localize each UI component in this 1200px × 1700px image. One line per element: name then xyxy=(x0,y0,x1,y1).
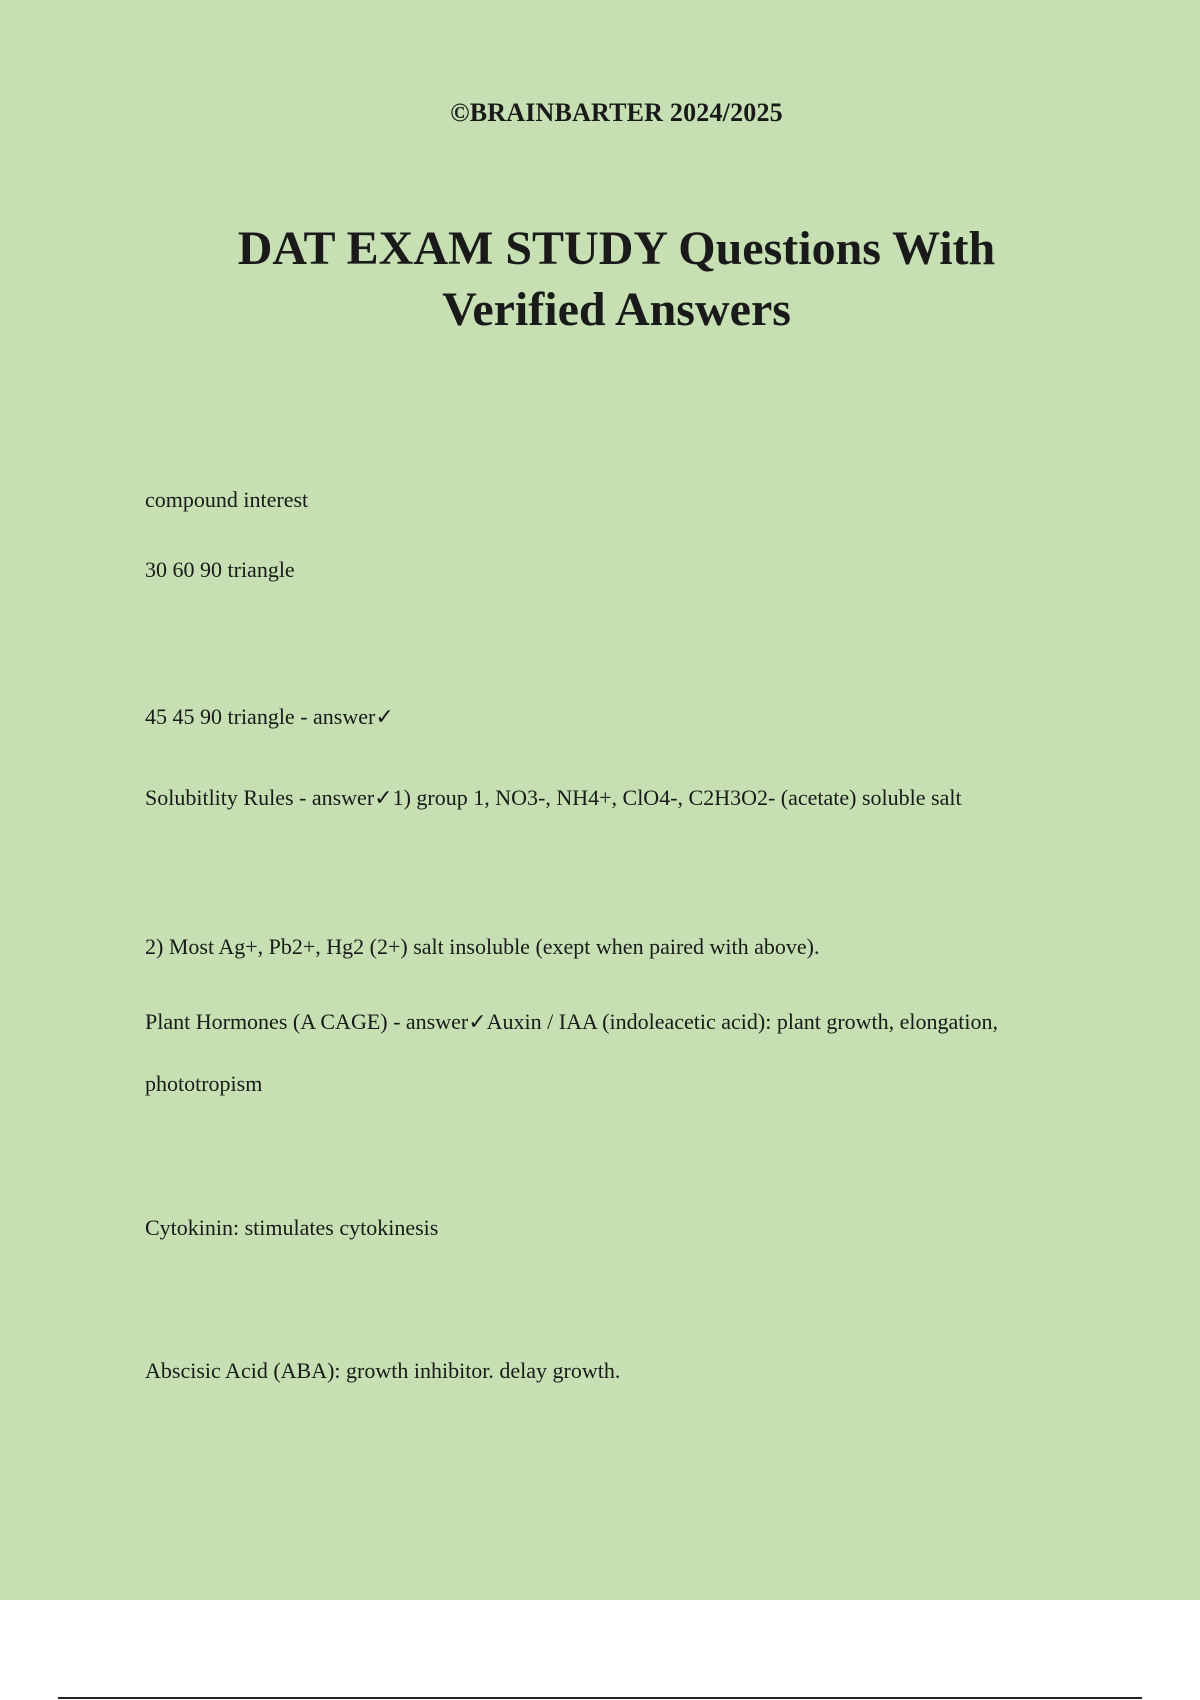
document-title xyxy=(0,218,1200,340)
text-line: 45 45 90 triangle - answer✓ xyxy=(145,704,394,729)
text-line: compound interest xyxy=(145,487,309,512)
text-line: Solubitlity Rules - answer✓1) group 1, NO3-, NH4+, ClO4-, C2H3O2- (acetate) soluble salt xyxy=(145,785,962,810)
text-line: Plant Hormones (A CAGE) - answer✓Auxin / IAA (indoleacetic acid): plant growth, elongation, xyxy=(145,1009,999,1034)
text-line: 2) Most Ag+, Pb2+, Hg2 (2+) salt insoluble (exept when paired with above). xyxy=(145,934,820,959)
footer-divider xyxy=(58,1697,1142,1699)
text-line: Abscisic Acid (ABA): growth inhibitor. delay growth. xyxy=(145,1358,621,1383)
title-line-2: Verified Answers xyxy=(442,283,791,336)
text-line: Cytokinin: stimulates cytokinesis xyxy=(145,1215,439,1240)
text-line: 30 60 90 triangle xyxy=(145,557,295,582)
title-line-1: DAT EXAM STUDY Questions With xyxy=(237,222,996,275)
copyright-header: ©BRAINBARTER 2024/2025 xyxy=(450,98,783,127)
text-line: phototropism xyxy=(145,1071,263,1096)
